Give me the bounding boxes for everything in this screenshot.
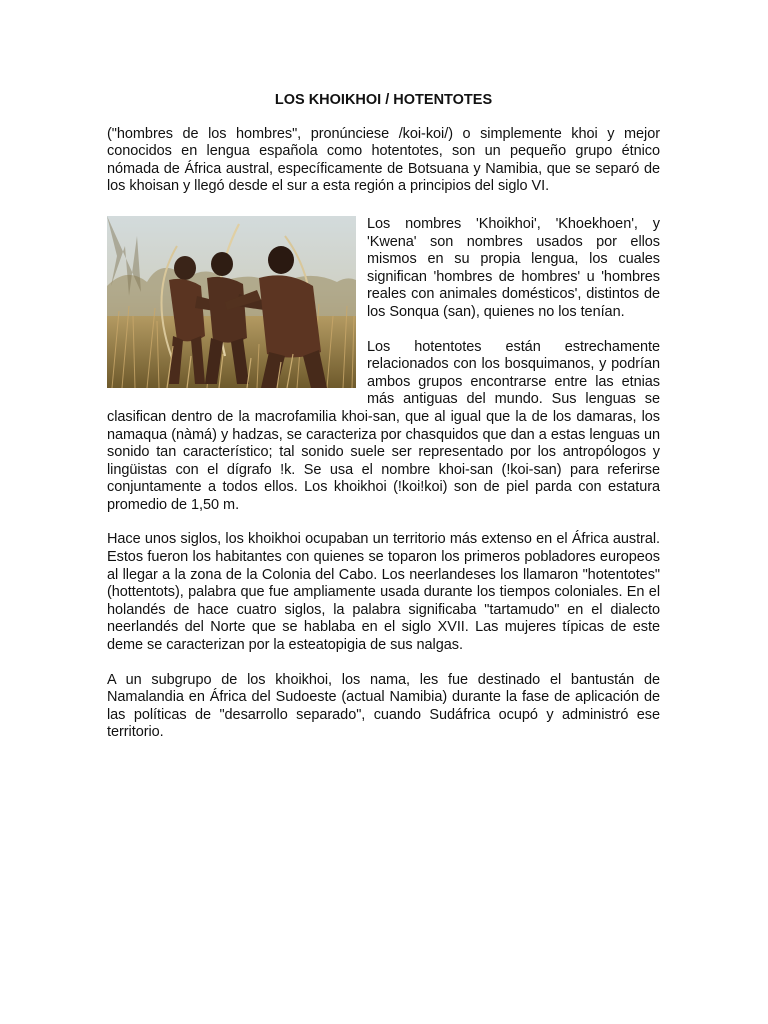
document-title: LOS KHOIKHOI / HOTENTOTES (274, 92, 493, 108)
khoikhoi-hunters-photo (107, 216, 356, 388)
history-paragraph: Hace unos siglos, los khoikhoi ocupaban un territorio más extenso en el África austral. Estos fueron los habitantes con quienes se toparon los primeros pobladores europeos al llegar a la zona de la Colonia del Cabo. Los neerlandeses los llamaron "hotentotes" (hottentots), palabra que fue ampliamente usada durante los tiempos coloniales. En el holandés de hace cuatro siglos, la palabra significaba "tartamudo" en el dialecto neerlandés del Norte que se hablaba en el siglo XVII. Las mujeres típicas de este deme se caracterizan por la esteatopigia de sus nalgas. (107, 531, 660, 654)
photo-illustration (107, 216, 356, 388)
relation-paragraph: Los hotentotes están estrechamente relacionados con los bosquimanos, y podrían ambos grupos encontrarse entre las etnias más antiguas del mundo. Sus lenguas se clasifican dentro de la macrofamilia khoi-san, que al igual que la de los damaras, los namaqua (nàmá) y hadzas, se caracteriza por chasquidos que dan a estas lenguas un sonido tan característico; tal sonido suele ser representado por los antropólogos y lingüistas con el dígrafo !k. Se usa el nombre khoi-san (!koi-san) para referirse conjuntamente a todos ellos. Los khoikhoi (!koi!koi) son de piel parda con estatura promedio de 1,50 m. (107, 338, 660, 513)
nama-paragraph: A un subgrupo de los khoikhoi, los nama, les fue destinado el bantustán de Namalandia en África del Sudoeste (actual Namibia) durante la fase de aplicación de las políticas de "desarrollo separado", cuando Sudáfrica ocupó y administró ese territorio. (107, 671, 660, 741)
document-page (107, 92, 660, 759)
names-paragraph: Los nombres 'Khoikhoi', 'Khoekhoen', y 'Kwena' son nombres usados por ellos mismos en su propia lengua, los cuales significan 'hombres de hombres' u 'hombres reales con animales domésticos', distintos de los Sonqua (san), quienes no los tenían. (367, 215, 660, 320)
intro-paragraph: ("hombres de los hombres", pronúnciese /koi-koi/) o simplemente khoi y mejor conocidos en lengua española como hotentotes, son un pequeño grupo étnico nómada de África austral, específicamente de Botsuana y Namibia, que se separó de los khoisan y llegó desde el sur a esta región a principios del siglo VI. (107, 125, 660, 195)
